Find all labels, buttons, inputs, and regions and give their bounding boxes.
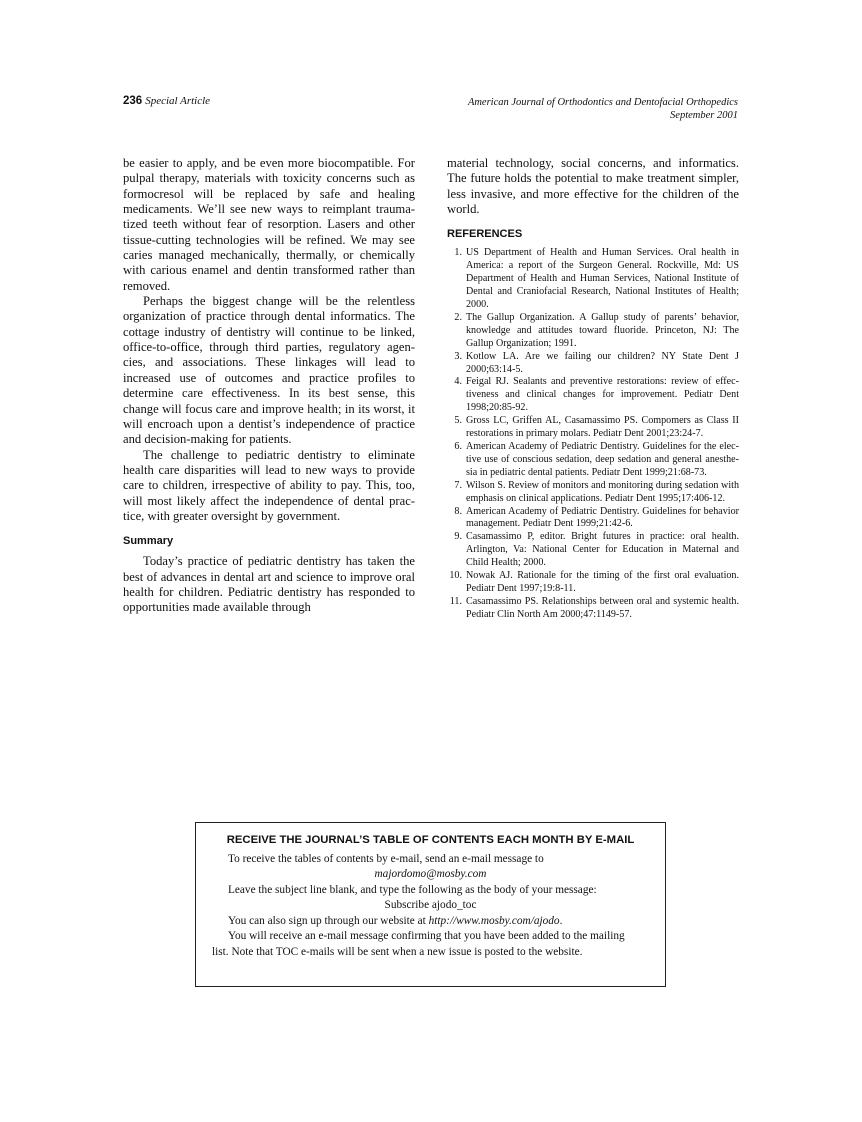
right-column	[447, 156, 739, 622]
reference-number: 3.	[454, 350, 462, 362]
reference-item	[447, 480, 739, 506]
journal-title: American Journal of Orthodontics and Dentofacial Orthopedics	[467, 97, 738, 108]
running-header-left	[123, 95, 210, 107]
website-link[interactable]: http://www.mosby.com/ajodo	[428, 914, 560, 927]
toc-email-notice	[195, 822, 666, 987]
reference-text: American Academy of Pediatric Dentistry. Guidelines for the elective use of conscious sedation, deep sedation and general anesthesia in pediatric dental patients. Pediatr Dent 1999;21:68-73.	[466, 440, 739, 478]
notice-line: Leave the subject line blank, and type the following as the body of your message:	[228, 883, 597, 896]
notice-title: RECEIVE THE JOURNAL’S TABLE OF CONTENTS EACH MONTH BY E-MAIL	[226, 834, 635, 846]
reference-number: 2.	[454, 311, 462, 323]
reference-item	[447, 506, 739, 532]
notice-line: list. Note that TOC e-mails will be sent when a new issue is posted to the website.	[212, 945, 583, 958]
reference-number: 1.	[454, 247, 462, 259]
left-column	[123, 156, 415, 616]
notice-email[interactable]: majordomo@mosby.com	[374, 868, 487, 880]
reference-item	[447, 247, 739, 312]
reference-text: Casamassimo PS. Relationships between oral and systemic health. Pediatr Clin North Am 2000;47:1149-57.	[466, 595, 739, 620]
reference-text: Kotlow LA. Are we failing our children? NY State Dent J 2000;63:14-5.	[466, 350, 739, 375]
section-label: Special Article	[145, 95, 211, 107]
reference-item	[447, 376, 739, 415]
notice-command: Subscribe ajodo_toc	[384, 899, 477, 911]
body-paragraph: The challenge to pediatric dentistry to eliminate health care disparities will lead to new ways to provide care to children, irrespective of ability to pay. This, too, will most likely affect the independence of dental practice, with greater oversight by government.	[123, 447, 415, 523]
reference-text: Casamassimo P, editor. Bright futures in practice: oral health. Arlington, Va: National Center for Education in Maternal and Child Health; 2000.	[466, 531, 739, 569]
reference-item	[447, 312, 739, 351]
reference-number: 11.	[449, 595, 462, 607]
reference-text: Nowak AJ. Rationale for the timing of the first oral evaluation. Pediatr Dent 1997;19:8-11.	[466, 570, 739, 594]
reference-number: 4.	[454, 376, 462, 388]
running-header-right	[468, 96, 738, 122]
reference-number: 6.	[454, 440, 462, 452]
reference-text: US Department of Health and Human Services. Oral health in America: a report of the Surgeon General. Rockville, Md: US Department of Health and Human Services, National Institute of Dental and Craniofacial Research, National Institutes of Health; 2000.	[466, 247, 739, 310]
issue-date: September 2001	[670, 110, 738, 121]
references-heading: REFERENCES	[447, 228, 523, 241]
reference-item	[447, 596, 739, 622]
summary-heading: Summary	[123, 535, 174, 548]
reference-text: American Academy of Pediatric Dentistry. Guidelines for behavior management. Pediatr Dent 1999;21:42-6.	[466, 505, 739, 530]
reference-item	[447, 351, 739, 377]
reference-item	[447, 531, 739, 570]
summary-paragraph: Today’s practice of pediatric dentistry has taken the best of advances in dental art and science to improve oral health for children. Pediatric dentistry has responded to opportunities made available through	[123, 554, 415, 615]
page-number: 236	[123, 95, 143, 107]
reference-item	[447, 441, 739, 480]
body-paragraph: be easier to apply, and be even more biocompatible. For pulpal therapy, materials with toxicity concerns such as formocresol will be replaced by safe and healing medicaments. We’ll see new ways to reimplant traumatized teeth without fear of resorption. Lasers and other tissue-cutting technologies will be refined. We may see caries managed mechanically, thermally, or chemically with carious enamel and dentin transformed rather than removed.	[123, 156, 415, 293]
reference-item	[447, 415, 739, 441]
reference-text: Gross LC, Griffen AL, Casamassimo PS. Compomers as Class II restorations in primary molars. Pediatr Dent 2001;23:24-7.	[466, 415, 739, 440]
reference-text: Feigal RJ. Sealants and preventive restorations: review of effectiveness and clinical changes for improvement. Pediatr Dent 1998;20:85-92.	[466, 376, 739, 414]
body-paragraph: material technology, social concerns, and informatics. The future holds the potential to make treatment simpler, less invasive, and more effective for the children of the world.	[447, 156, 739, 217]
notice-text: .	[559, 914, 563, 927]
reference-item	[447, 570, 739, 596]
body-paragraph: Perhaps the biggest change will be the relentless organization of practice through dental informatics. The cottage industry of dentistry will continue to be linked, office-to-office, through third parties, regulatory agencies, and associations. These linkages will lead to increased use of outcomes and practice profiles to determine care effectiveness. In its best sense, this change will focus care and improve health; in its worst, it will encroach upon a dentist’s independence of practice and decision-making for patients.	[123, 294, 415, 447]
references-list	[447, 247, 739, 621]
notice-line	[196, 914, 665, 930]
reference-number: 7.	[454, 479, 462, 491]
notice-line: You will receive an e-mail message confirming that you have been added to the mailing	[228, 930, 625, 942]
reference-text: Wilson S. Review of monitors and monitoring during sedation with emphasis on clinical applications. Pediatr Dent 1995;17:406-12.	[466, 479, 739, 504]
reference-number: 10.	[449, 570, 462, 582]
reference-number: 8.	[454, 505, 462, 517]
reference-number: 9.	[454, 531, 462, 543]
reference-text: The Gallup Organization. A Gallup study of parents’ behavior, knowledge and attitudes toward fluoride. Princeton, NJ: The Gallup Organization; 1991.	[466, 311, 739, 349]
notice-line: To receive the tables of contents by e-mail, send an e-mail message to	[228, 852, 544, 865]
reference-number: 5.	[454, 415, 462, 427]
notice-text: You can also sign up through our website at	[228, 914, 429, 927]
